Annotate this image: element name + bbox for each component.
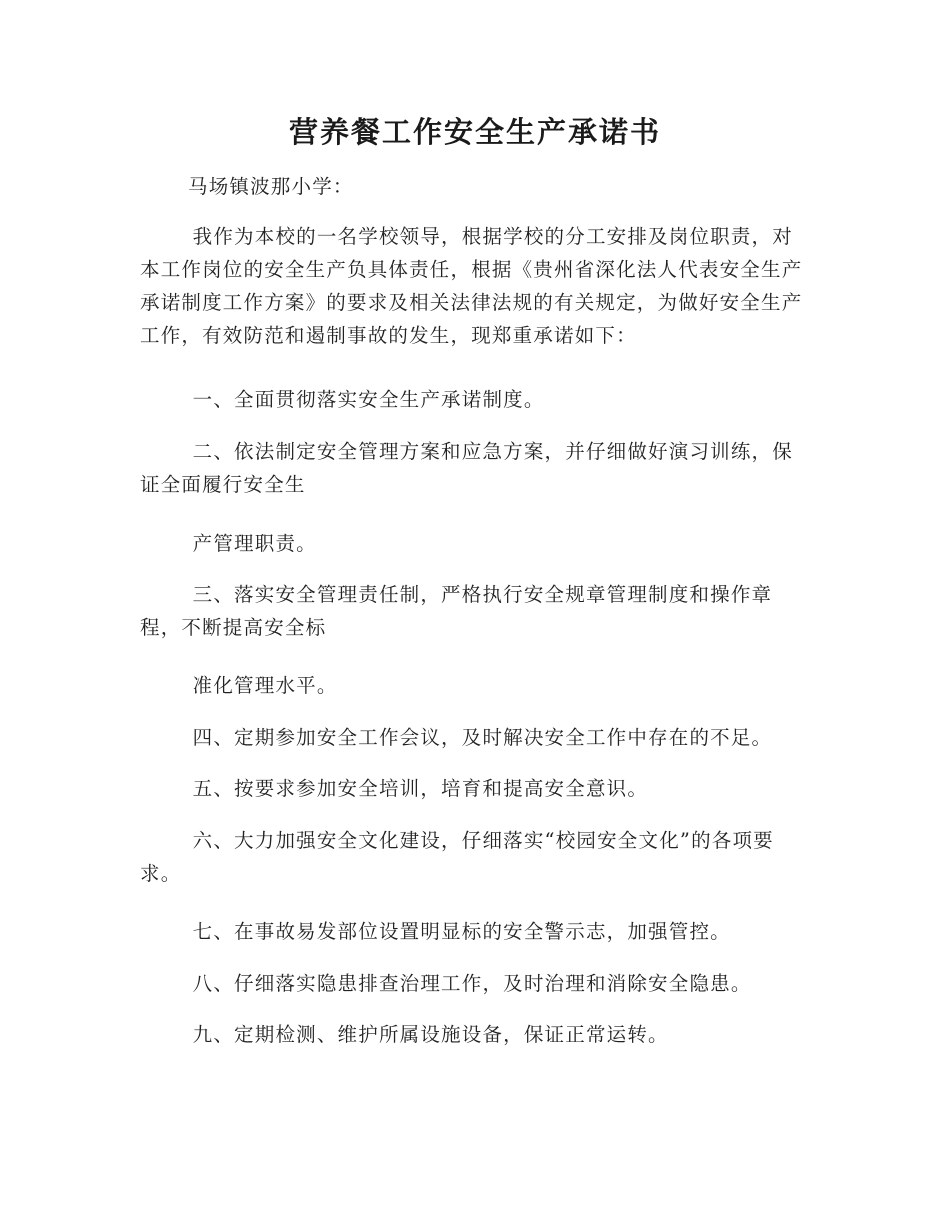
salutation: 马场镇波那小学： <box>188 175 354 198</box>
intro-paragraph: 我作为本校的一名学校领导，根据学校的分工安排及岗位职责，对本工作岗位的安全生产负具体责任，根据《贵州省深化法人代表安全生产承诺制度工作方案》的要求及相关法律法规的有关规定，为做好安全生产工作，有效防范和遏制事故的发生，现郑重承诺如下： <box>140 225 803 347</box>
list-item: 四、定期参加安全工作会议，及时解决安全工作中存在的不足。 <box>192 726 773 749</box>
list-item: 六、大力加强安全文化建设，仔细落实“校园安全文化”的各项要求。 <box>140 829 774 885</box>
list-item: 产管理职责。 <box>192 532 317 555</box>
list-item: 八、仔细落实隐患排查治理工作，及时治理和消除安全隐患。 <box>192 972 752 995</box>
list-item: 五、按要求参加安全培训，培育和提高安全意识。 <box>192 777 649 800</box>
list-item: 三、落实安全管理责任制，严格执行安全规章管理制度和操作章程，不断提高安全标 <box>140 583 773 639</box>
list-item: 二、依法制定安全管理方案和应急方案，并仔细做好演习训练，保证全面履行安全生 <box>140 440 793 496</box>
list-item: 九、定期检测、维护所属设施设备，保证正常运转。 <box>192 1023 669 1046</box>
list-item: 七、在事故易发部位设置明显标的安全警示志，加强管控。 <box>192 920 731 943</box>
document-title: 营养餐工作安全生产承诺书 <box>288 115 661 149</box>
list-item: 一、全面贯彻落实安全生产承诺制度。 <box>192 388 545 411</box>
list-item: 准化管理水平。 <box>192 674 338 697</box>
